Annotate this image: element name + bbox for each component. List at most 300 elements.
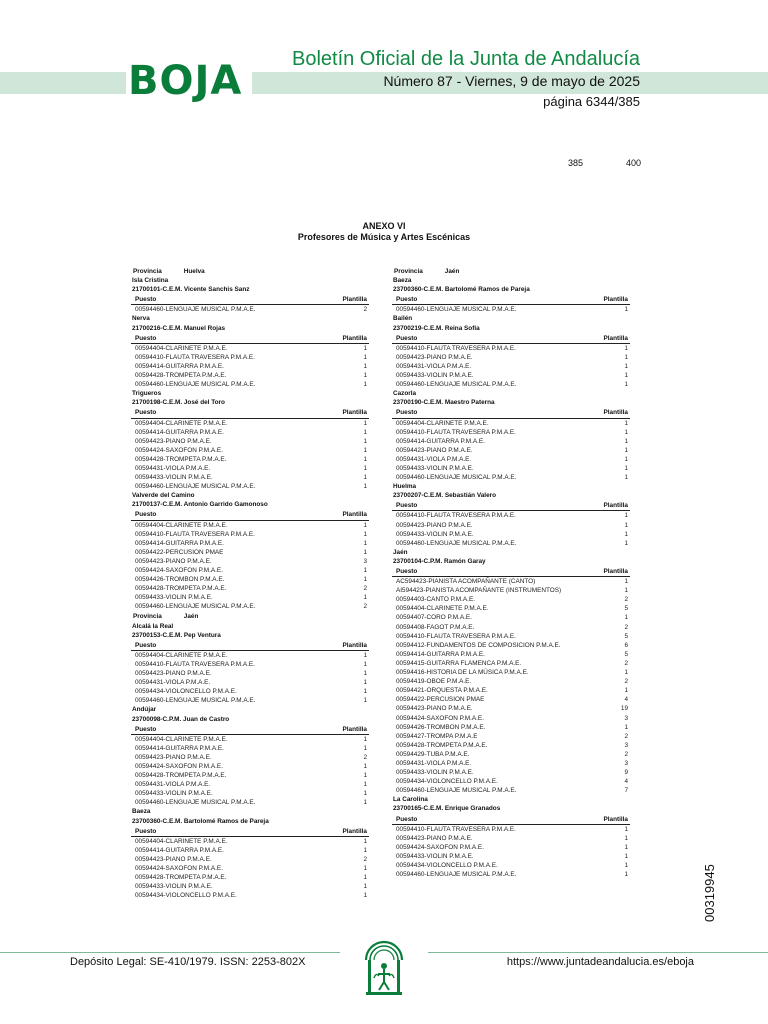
- staff-count: 1: [363, 455, 367, 463]
- staff-count: 1: [624, 381, 628, 389]
- table-row: [392, 768, 630, 777]
- column-header-puesto: Puesto: [396, 815, 418, 823]
- bulletin-title: Boletín Oficial de la Junta de Andalucía: [291, 48, 640, 70]
- table-row: [131, 882, 369, 891]
- staff-count: 5: [624, 605, 628, 613]
- staff-count: 1: [363, 548, 367, 556]
- position-code: AC594423-PIANISTA ACOMPAÑANTE (CANTO): [396, 578, 536, 586]
- staff-count: 2: [624, 623, 628, 631]
- position-code: 00594428-TROMPETA P.M.A.E.: [135, 874, 227, 882]
- table-row: [131, 482, 369, 491]
- position-code: 00594404-CLARINETE P.M.A.E.: [135, 735, 228, 743]
- position-code: 00594410-FLAUTA TRAVESERA P.M.A.E.: [135, 660, 255, 668]
- position-code: 00594434-VIOLONCELLO P.M.A.E.: [135, 892, 237, 900]
- staff-count: 1: [363, 464, 367, 472]
- staff-count: 1: [363, 594, 367, 602]
- province-heading: [131, 612, 369, 621]
- column-header-puesto: Puesto: [135, 409, 157, 417]
- position-code: 00594426-TROMBON P.M.A.E.: [396, 723, 486, 731]
- table-row: [131, 837, 369, 846]
- table-row: [131, 891, 369, 900]
- position-code: 00594431-VIOLA P.M.A.E.: [135, 679, 211, 687]
- staff-count: 1: [624, 843, 628, 851]
- staff-count: 1: [363, 762, 367, 770]
- position-code: 00594433-VIOLIN P.M.A.E.: [135, 883, 213, 891]
- position-code: 00594460-LENGUAJE MUSICAL P.M.A.E.: [135, 603, 256, 611]
- staff-count: 4: [624, 696, 628, 704]
- staff-count: 1: [363, 846, 367, 854]
- province-name: Jaén: [183, 613, 199, 621]
- table-row: [131, 660, 369, 669]
- table-row: [131, 557, 369, 566]
- province-heading: [131, 267, 369, 276]
- table-row: [392, 353, 630, 362]
- staff-count: 1: [363, 567, 367, 574]
- position-code: 00594433-VIOLIN P.M.A.E.: [135, 790, 213, 798]
- position-code: 00594410-FLAUTA TRAVESERA P.M.A.E.: [396, 428, 516, 436]
- position-code: 00594431-VIOLA P.M.A.E.: [135, 781, 211, 789]
- position-code: 00594434-VIOLONCELLO P.M.A.E.: [135, 688, 237, 696]
- position-code: 00594419-OBOE P.M.A.E.: [396, 678, 472, 686]
- center-name: 23700190-C.E.M. Maestro Paterna: [393, 399, 495, 407]
- position-code: 00594460-LENGUAJE MUSICAL P.M.A.E.: [135, 306, 256, 314]
- table-row: [131, 566, 369, 575]
- table-row: [131, 744, 369, 753]
- table-row: [131, 855, 369, 864]
- position-code: 00594460-LENGUAJE MUSICAL P.M.A.E.: [135, 381, 256, 389]
- staff-count: 5: [624, 632, 628, 640]
- table-row: [392, 446, 630, 455]
- table-row: [131, 735, 369, 744]
- table-header: [392, 295, 630, 305]
- position-code: 00594414-GUITARRA P.M.A.E.: [135, 846, 224, 854]
- top-number-2: 400: [626, 158, 642, 168]
- column-header-puesto: Puesto: [135, 334, 157, 342]
- column-header-puesto: Puesto: [135, 641, 157, 649]
- position-code: 00594423-PIANO P.M.A.E.: [135, 437, 212, 445]
- province-label: Provincia: [133, 613, 162, 621]
- column-header-plantilla: Plantilla: [342, 725, 367, 733]
- position-code: 00594423-PIANO P.M.A.E.: [135, 855, 212, 863]
- table-row: [392, 530, 630, 539]
- table-row: [131, 437, 369, 446]
- position-code: 00594410-FLAUTA TRAVESERA P.M.A.E.: [135, 530, 255, 538]
- column-header-puesto: Puesto: [135, 827, 157, 835]
- locality-name: Trigueros: [132, 390, 162, 398]
- position-code: 00594428-TROMPETA P.M.A.E.: [135, 372, 227, 380]
- table-header: [392, 815, 630, 825]
- table-row: [131, 380, 369, 389]
- position-code: 00594416-HISTORIA DE LA MÚSICA P.M.A.E.: [396, 669, 529, 677]
- position-code: 00594460-LENGUAJE MUSICAL P.M.A.E.: [396, 871, 517, 879]
- table-row: [131, 575, 369, 584]
- table-row: [392, 604, 630, 613]
- staff-count: 1: [363, 483, 367, 491]
- staff-count: 1: [624, 825, 628, 833]
- position-code: 00594428-TROMPETA P.M.A.E.: [396, 741, 488, 749]
- center-name: 21700216-C.E.M. Manuel Rojas: [132, 324, 226, 332]
- position-code: 00594414-GUITARRA P.M.A.E.: [396, 650, 485, 658]
- center-name: 23700104-C.P.M. Ramón Garay: [393, 557, 486, 565]
- position-code: 00594426-TROMBON P.M.A.E.: [135, 576, 225, 584]
- table-header: [131, 827, 369, 837]
- staff-count: 1: [363, 772, 367, 780]
- table-row: [392, 344, 630, 353]
- staff-count: 1: [624, 862, 628, 869]
- province-name: Huelva: [183, 268, 205, 275]
- table-row: [392, 852, 630, 861]
- column-header-puesto: Puesto: [396, 502, 418, 510]
- position-code: 00594428-TROMPETA P.M.A.E.: [135, 455, 227, 463]
- staff-count: 1: [363, 688, 367, 696]
- table-row: [392, 305, 630, 314]
- table-row: [131, 446, 369, 455]
- table-row: [131, 539, 369, 548]
- staff-count: 1: [624, 344, 628, 352]
- staff-count: 1: [363, 679, 367, 687]
- table-row: [392, 786, 630, 795]
- position-code: 00594407-CORO P.M.A.E.: [396, 614, 472, 622]
- staff-count: 1: [624, 852, 628, 860]
- table-row: [392, 521, 630, 530]
- table-header: [392, 334, 630, 344]
- province-heading: [392, 267, 630, 276]
- table-row: [392, 750, 630, 759]
- staff-count: 1: [624, 446, 628, 454]
- position-code: 00594431-VIOLA P.M.A.E.: [135, 464, 211, 472]
- legal-deposit: Depósito Legal: SE-410/1979. ISSN: 2253-802X: [70, 956, 306, 968]
- position-code: 00594433-VIOLIN P.M.A.E.: [396, 464, 474, 472]
- position-code: 00594424-SAXOFON P.M.A.E.: [396, 843, 484, 851]
- column-header-plantilla: Plantilla: [603, 409, 628, 417]
- position-code: 00594410-FLAUTA TRAVESERA P.M.A.E.: [135, 353, 255, 361]
- table-row: [131, 687, 369, 696]
- position-code: 00594410-FLAUTA TRAVESERA P.M.A.E.: [396, 632, 516, 640]
- table-row: [392, 695, 630, 704]
- table-row: [392, 623, 630, 632]
- table-row: [131, 864, 369, 873]
- staff-count: 2: [624, 659, 628, 667]
- side-code: 00319945: [702, 864, 717, 922]
- position-code: 00594460-LENGUAJE MUSICAL P.M.A.E.: [396, 474, 517, 482]
- table-row: [131, 428, 369, 437]
- top-number-1: 385: [568, 158, 584, 168]
- position-code: 00594404-CLARINETE P.M.A.E.: [135, 651, 228, 659]
- table-row: [131, 789, 369, 798]
- position-code: 00594428-TROMPETA P.M.A.E.: [135, 772, 227, 780]
- staff-count: 3: [624, 714, 628, 722]
- staff-count: 1: [624, 587, 628, 595]
- table-row: [131, 846, 369, 855]
- position-code: 00594414-GUITARRA P.M.A.E.: [135, 362, 224, 370]
- staff-count: 3: [624, 759, 628, 767]
- column-header-plantilla: Plantilla: [603, 334, 628, 342]
- table-row: [392, 362, 630, 371]
- position-code: 00594408-FAGOT P.M.A.E.: [396, 623, 475, 631]
- table-row: [392, 870, 630, 879]
- locality-name: La Carolina: [393, 796, 428, 804]
- boja-logo: BOJA: [126, 58, 252, 104]
- position-code: 00594424-SAXOFON P.M.A.E.: [135, 865, 223, 872]
- column-header-puesto: Puesto: [396, 334, 418, 342]
- center-name: 23700219-C.E.M. Reina Sofía: [393, 324, 480, 332]
- table-row: [392, 686, 630, 695]
- table-row: [392, 437, 630, 446]
- position-code: 00594460-LENGUAJE MUSICAL P.M.A.E.: [135, 697, 256, 705]
- table-header: [131, 408, 369, 418]
- staff-count: 1: [363, 660, 367, 668]
- staff-count: 1: [363, 874, 367, 882]
- position-code: 00594424-SAXOFON P.M.A.E.: [396, 714, 484, 722]
- table-row: [392, 650, 630, 659]
- staff-count: 1: [363, 530, 367, 538]
- table-row: [131, 305, 369, 314]
- province-name: Jaén: [444, 268, 460, 275]
- staff-count: 1: [624, 871, 628, 879]
- position-code: 00594404-CLARINETE P.M.A.E.: [396, 605, 489, 613]
- position-code: 00594424-SAXOFON P.M.A.E.: [135, 762, 223, 770]
- table-row: [131, 593, 369, 602]
- staff-count: 1: [363, 799, 367, 807]
- table-row: [392, 380, 630, 389]
- locality-name: Baeza: [393, 277, 412, 285]
- center-name: 23700360-C.E.M. Bartolomé Ramos de Pareja: [132, 817, 269, 825]
- center-name: 23700360-C.E.M. Bartolomé Ramos de Pareja: [393, 286, 530, 294]
- table-row: [392, 741, 630, 750]
- column-header-plantilla: Plantilla: [603, 815, 628, 823]
- table-row: [131, 362, 369, 371]
- table-row: [392, 632, 630, 641]
- column-header-plantilla: Plantilla: [603, 296, 628, 304]
- table-row: [131, 464, 369, 473]
- table-row: [131, 780, 369, 789]
- center-name: 21700198-C.E.M. José del Toro: [132, 399, 225, 407]
- staff-count: 19: [620, 705, 628, 713]
- position-code: 00594404-CLARINETE P.M.A.E.: [396, 419, 489, 427]
- annex-title: ANEXO VI: [362, 221, 406, 231]
- locality-name: Nerva: [132, 315, 150, 323]
- position-code: 00594423-PIANO P.M.A.E.: [135, 670, 212, 678]
- table-header: [131, 295, 369, 305]
- staff-count: 1: [363, 539, 367, 547]
- table-row: [392, 419, 630, 428]
- position-code: 00594424-SAXOFON P.M.A.E.: [135, 567, 223, 574]
- table-header: [392, 408, 630, 418]
- staff-count: 1: [624, 669, 628, 677]
- staff-count: 1: [624, 419, 628, 427]
- staff-count: 1: [363, 446, 367, 454]
- table-row: [131, 678, 369, 687]
- table-row: [131, 771, 369, 780]
- locality-name: Huelma: [393, 483, 417, 491]
- table-header: [131, 641, 369, 651]
- staff-count: 1: [624, 539, 628, 547]
- position-code: 00594434-VIOLONCELLO P.M.A.E.: [396, 862, 498, 869]
- table-row: [131, 548, 369, 557]
- table-row: [392, 668, 630, 677]
- center-name: 23700207-C.E.M. Sebastián Valero: [393, 492, 497, 500]
- annex-subtitle: Profesores de Música y Artes Escénicas: [297, 232, 471, 242]
- staff-count: 1: [624, 530, 628, 538]
- staff-count: 1: [624, 834, 628, 842]
- position-code: 00594431-VIOLA P.M.A.E.: [396, 759, 472, 767]
- table-row: [392, 843, 630, 852]
- staff-count: 1: [363, 744, 367, 752]
- position-code: 00594434-VIOLONCELLO P.M.A.E.: [396, 778, 498, 786]
- table-row: [131, 371, 369, 380]
- staff-count: 2: [363, 306, 367, 314]
- locality-name: Valverde del Camino: [132, 492, 195, 500]
- right-column: [392, 266, 630, 879]
- staff-count: 2: [363, 753, 367, 761]
- staff-count: 1: [624, 474, 628, 482]
- table-row: [131, 873, 369, 882]
- position-code: 00594460-LENGUAJE MUSICAL P.M.A.E.: [396, 381, 517, 389]
- position-code: 00594410-FLAUTA TRAVESERA P.M.A.E.: [396, 512, 516, 520]
- table-row: [131, 584, 369, 593]
- position-code: 00594404-CLARINETE P.M.A.E.: [135, 521, 228, 529]
- bulletin-page: página 6344/385: [543, 94, 640, 109]
- table-row: [392, 704, 630, 713]
- position-code: 00594422-PERCUSION PMAE: [396, 696, 485, 704]
- table-row: [131, 798, 369, 807]
- province-label: Provincia: [133, 268, 162, 275]
- center-name: 21700101-C.E.M. Vicente Sanchis Sanz: [132, 286, 250, 294]
- position-code: 00594433-VIOLIN P.M.A.E.: [396, 530, 474, 538]
- table-header: [392, 567, 630, 577]
- staff-count: 9: [624, 769, 628, 777]
- position-code: 00594431-VIOLA P.M.A.E.: [396, 362, 472, 370]
- staff-count: 1: [363, 362, 367, 370]
- table-row: [392, 659, 630, 668]
- table-row: [392, 371, 630, 380]
- position-code: 00594433-VIOLIN P.M.A.E.: [396, 769, 474, 777]
- staff-count: 1: [363, 790, 367, 798]
- table-header: [131, 725, 369, 735]
- position-code: 00594433-VIOLIN P.M.A.E.: [135, 594, 213, 602]
- locality-name: Jaén: [393, 548, 408, 556]
- column-header-puesto: Puesto: [396, 568, 418, 575]
- locality-name: Isla Cristina: [132, 277, 169, 285]
- position-code: 00594423-PIANO P.M.A.E.: [396, 521, 473, 529]
- footer-url[interactable]: https://www.juntadeandalucia.es/eboja: [506, 956, 694, 968]
- position-code: 00594414-GUITARRA P.M.A.E.: [135, 428, 224, 436]
- staff-count: 7: [624, 787, 628, 795]
- staff-count: 2: [624, 750, 628, 758]
- position-code: 00594460-LENGUAJE MUSICAL P.M.A.E.: [396, 306, 517, 314]
- staff-count: 1: [363, 428, 367, 436]
- staff-count: 1: [363, 735, 367, 743]
- staff-count: 1: [624, 464, 628, 472]
- staff-count: 1: [363, 381, 367, 389]
- column-header-plantilla: Plantilla: [342, 827, 367, 835]
- table-row: [392, 613, 630, 622]
- staff-count: 1: [363, 419, 367, 427]
- position-code: 00594423-PIANO P.M.A.E.: [396, 446, 473, 454]
- table-row: [392, 732, 630, 741]
- center-name: 21700137-C.E.M. Antonio Garrido Gamonoso: [132, 501, 268, 509]
- table-row: [392, 473, 630, 482]
- staff-count: 1: [624, 437, 628, 445]
- staff-count: 3: [624, 741, 628, 749]
- position-code: 00594410-FLAUTA TRAVESERA P.M.A.E.: [396, 344, 516, 352]
- column-header-plantilla: Plantilla: [342, 334, 367, 342]
- staff-count: 1: [363, 892, 367, 900]
- table-row: [392, 464, 630, 473]
- locality-name: Andújar: [132, 706, 157, 714]
- locality-name: Bailén: [393, 315, 413, 323]
- table-row: [131, 753, 369, 762]
- table-row: [131, 455, 369, 464]
- column-header-puesto: Puesto: [135, 725, 157, 733]
- staff-count: 1: [363, 353, 367, 361]
- staff-count: 4: [624, 778, 628, 786]
- staff-count: 1: [624, 428, 628, 436]
- staff-count: 1: [363, 781, 367, 789]
- staff-count: 1: [363, 372, 367, 380]
- staff-count: 2: [363, 855, 367, 863]
- staff-count: 2: [624, 596, 628, 604]
- staff-count: 1: [363, 437, 367, 445]
- staff-count: 1: [363, 865, 367, 872]
- staff-count: 1: [363, 670, 367, 678]
- table-row: [392, 595, 630, 604]
- position-code: 00594433-VIOLIN P.M.A.E.: [135, 474, 213, 482]
- staff-count: 6: [624, 641, 628, 649]
- position-code: 00594415-GUITARRA FLAMENCA P.M.A.E.: [396, 659, 522, 667]
- table-row: [131, 762, 369, 771]
- position-code: 00594414-GUITARRA P.M.A.E.: [135, 539, 224, 547]
- column-header-puesto: Puesto: [396, 409, 418, 417]
- column-header-plantilla: Plantilla: [342, 641, 367, 649]
- column-header-puesto: Puesto: [396, 296, 418, 304]
- table-row: [392, 455, 630, 464]
- column-header-plantilla: Plantilla: [342, 296, 367, 304]
- position-code: 00594404-CLARINETE P.M.A.E.: [135, 419, 228, 427]
- staff-count: 1: [624, 578, 628, 586]
- center-name: 23700098-C.P.M. Juan de Castro: [132, 715, 230, 723]
- staff-count: 1: [624, 687, 628, 695]
- staff-count: 1: [363, 474, 367, 482]
- table-row: [392, 586, 630, 595]
- table-row: [131, 419, 369, 428]
- staff-count: 1: [363, 576, 367, 584]
- junta-andalucia-emblem-icon: [362, 938, 406, 998]
- column-header-plantilla: Plantilla: [342, 409, 367, 417]
- position-code: 00594423-PIANO P.M.A.E.: [396, 353, 473, 361]
- table-row: [131, 344, 369, 353]
- column-header-plantilla: Plantilla: [603, 502, 628, 510]
- position-code: 00594404-CLARINETE P.M.A.E.: [135, 837, 228, 845]
- staff-count: 3: [363, 557, 367, 565]
- position-code: 00594429-TUBA P.M.A.E.: [396, 750, 470, 758]
- staff-count: 1: [624, 353, 628, 361]
- staff-count: 1: [363, 521, 367, 529]
- table-row: [392, 677, 630, 686]
- staff-count: 1: [624, 455, 628, 463]
- locality-name: Baeza: [132, 808, 151, 816]
- table-row: [392, 428, 630, 437]
- staff-count: 1: [363, 883, 367, 891]
- position-code: 00594410-FLAUTA TRAVESERA P.M.A.E.: [396, 825, 516, 833]
- table-row: [131, 530, 369, 539]
- column-header-puesto: Puesto: [135, 511, 157, 519]
- position-code: 00594404-CLARINETE P.M.A.E.: [135, 344, 228, 352]
- table-row: [392, 539, 630, 548]
- table-header: [131, 510, 369, 520]
- position-code: 00594421-ORQUESTA P.M.A.E.: [396, 687, 488, 695]
- table-header: [131, 334, 369, 344]
